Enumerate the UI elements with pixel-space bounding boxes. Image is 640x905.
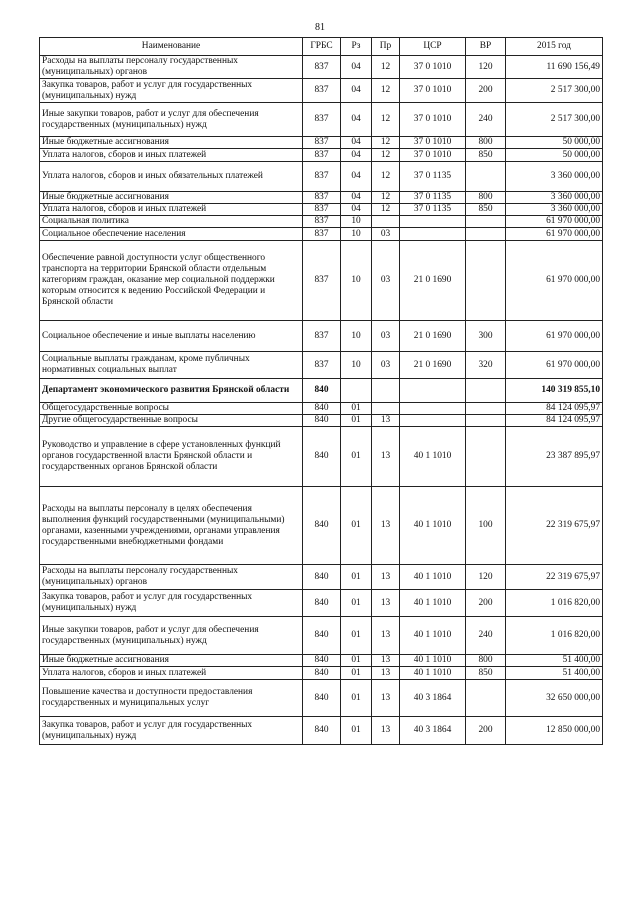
cell-name: Иные бюджетные ассигнования: [40, 137, 303, 149]
cell-name: Обеспечение равной доступности услуг общественного транспорта на территории Брянской области отдельным категориям граждан, оказание мер социальной поддержки которым относится к ведению Российской Федерации и Брянской области: [40, 241, 303, 321]
cell-name: Социальные выплаты гражданам, кроме публичных нормативных социальных выплат: [40, 352, 303, 379]
cell-grbs: 840: [303, 655, 341, 667]
cell-rz: 01: [341, 427, 372, 487]
table-row: [40, 204, 603, 216]
table-row: [40, 228, 603, 241]
cell-grbs: 837: [303, 352, 341, 379]
cell-csr: [400, 403, 466, 415]
table-row: [40, 241, 603, 321]
cell-rz: 01: [341, 415, 372, 427]
cell-vr: 320: [466, 352, 506, 379]
cell-name: Иные закупки товаров, работ и услуг для обеспечения государственных (муниципальных) нужд: [40, 103, 303, 137]
header-pr: Пр: [372, 38, 400, 56]
budget-table: [39, 37, 603, 745]
table-row: [40, 565, 603, 590]
cell-vr: [466, 680, 506, 717]
table-row: [40, 427, 603, 487]
cell-name: Уплата налогов, сборов и иных платежей: [40, 204, 303, 216]
cell-amount: 61 970 000,00: [506, 321, 603, 352]
cell-amount: 61 970 000,00: [506, 216, 603, 228]
cell-csr: 21 0 1690: [400, 321, 466, 352]
cell-vr: [466, 241, 506, 321]
cell-grbs: 837: [303, 137, 341, 149]
cell-csr: 40 1 1010: [400, 667, 466, 680]
cell-pr: [372, 379, 400, 403]
cell-name: Уплата налогов, сборов и иных платежей: [40, 667, 303, 680]
cell-csr: 37 0 1010: [400, 149, 466, 162]
table-body: [40, 56, 603, 745]
cell-vr: [466, 403, 506, 415]
cell-name: Социальное обеспечение населения: [40, 228, 303, 241]
cell-csr: 40 1 1010: [400, 427, 466, 487]
cell-rz: 10: [341, 321, 372, 352]
cell-name: Закупка товаров, работ и услуг для государственных (муниципальных) нужд: [40, 590, 303, 617]
cell-amount: 51 400,00: [506, 655, 603, 667]
table-row: [40, 655, 603, 667]
cell-rz: 10: [341, 228, 372, 241]
cell-csr: 40 1 1010: [400, 617, 466, 655]
cell-csr: 40 1 1010: [400, 590, 466, 617]
cell-grbs: 840: [303, 403, 341, 415]
cell-pr: 13: [372, 617, 400, 655]
cell-name: Общегосударственные вопросы: [40, 403, 303, 415]
cell-grbs: 840: [303, 487, 341, 565]
cell-rz: 01: [341, 487, 372, 565]
cell-csr: [400, 379, 466, 403]
cell-pr: 12: [372, 192, 400, 204]
cell-pr: 03: [372, 241, 400, 321]
cell-vr: 800: [466, 192, 506, 204]
table-row: [40, 617, 603, 655]
cell-grbs: 837: [303, 149, 341, 162]
cell-vr: 100: [466, 487, 506, 565]
cell-csr: 21 0 1690: [400, 352, 466, 379]
table-row: [40, 321, 603, 352]
cell-rz: 01: [341, 590, 372, 617]
cell-rz: [341, 379, 372, 403]
cell-rz: 04: [341, 204, 372, 216]
cell-name: Социальное обеспечение и иные выплаты населению: [40, 321, 303, 352]
cell-vr: 200: [466, 590, 506, 617]
table-row: [40, 717, 603, 745]
cell-grbs: 840: [303, 617, 341, 655]
cell-amount: 50 000,00: [506, 149, 603, 162]
cell-name: Иные закупки товаров, работ и услуг для обеспечения государственных (муниципальных) нужд: [40, 617, 303, 655]
header-grbs: ГРБС: [303, 38, 341, 56]
cell-csr: [400, 216, 466, 228]
cell-amount: 1 016 820,00: [506, 590, 603, 617]
cell-pr: [372, 403, 400, 415]
cell-grbs: 837: [303, 321, 341, 352]
cell-amount: 3 360 000,00: [506, 192, 603, 204]
table-row: [40, 216, 603, 228]
cell-vr: 200: [466, 717, 506, 745]
cell-csr: 21 0 1690: [400, 241, 466, 321]
cell-grbs: 840: [303, 427, 341, 487]
cell-pr: 12: [372, 162, 400, 192]
cell-csr: 40 1 1010: [400, 655, 466, 667]
table-header-row: [40, 38, 603, 56]
cell-amount: 22 319 675,97: [506, 487, 603, 565]
cell-name: Иные бюджетные ассигнования: [40, 192, 303, 204]
cell-pr: 12: [372, 204, 400, 216]
cell-amount: 23 387 895,97: [506, 427, 603, 487]
cell-amount: 61 970 000,00: [506, 352, 603, 379]
cell-grbs: 840: [303, 379, 341, 403]
cell-pr: 13: [372, 667, 400, 680]
cell-amount: 51 400,00: [506, 667, 603, 680]
cell-grbs: 837: [303, 192, 341, 204]
cell-pr: 13: [372, 565, 400, 590]
cell-vr: [466, 228, 506, 241]
cell-pr: 13: [372, 655, 400, 667]
cell-grbs: 837: [303, 241, 341, 321]
cell-grbs: 837: [303, 56, 341, 79]
cell-name: Расходы на выплаты персоналу государственных (муниципальных) органов: [40, 56, 303, 79]
header-rz: Рз: [341, 38, 372, 56]
cell-vr: 800: [466, 137, 506, 149]
cell-vr: [466, 427, 506, 487]
table-row: [40, 379, 603, 403]
cell-csr: 37 0 1010: [400, 79, 466, 103]
cell-vr: [466, 379, 506, 403]
cell-grbs: 840: [303, 717, 341, 745]
cell-rz: 04: [341, 103, 372, 137]
cell-csr: [400, 415, 466, 427]
cell-pr: 03: [372, 321, 400, 352]
cell-grbs: 837: [303, 216, 341, 228]
cell-amount: 61 970 000,00: [506, 228, 603, 241]
cell-pr: 13: [372, 487, 400, 565]
cell-pr: 13: [372, 415, 400, 427]
header-csr: ЦСР: [400, 38, 466, 56]
table-row: [40, 103, 603, 137]
cell-csr: 37 0 1135: [400, 162, 466, 192]
cell-vr: 120: [466, 56, 506, 79]
cell-rz: 01: [341, 565, 372, 590]
cell-rz: 01: [341, 680, 372, 717]
cell-vr: 300: [466, 321, 506, 352]
header-name: Наименование: [40, 38, 303, 56]
cell-name: Уплата налогов, сборов и иных обязательных платежей: [40, 162, 303, 192]
cell-name: Уплата налогов, сборов и иных платежей: [40, 149, 303, 162]
cell-amount: 12 850 000,00: [506, 717, 603, 745]
cell-vr: [466, 216, 506, 228]
cell-rz: 01: [341, 403, 372, 415]
header-vr: ВР: [466, 38, 506, 56]
cell-rz: 10: [341, 216, 372, 228]
cell-grbs: 840: [303, 680, 341, 717]
cell-grbs: 837: [303, 204, 341, 216]
cell-grbs: 840: [303, 667, 341, 680]
cell-vr: 850: [466, 149, 506, 162]
cell-amount: 2 517 300,00: [506, 79, 603, 103]
cell-name: Другие общегосударственные вопросы: [40, 415, 303, 427]
table-row: [40, 487, 603, 565]
cell-vr: [466, 415, 506, 427]
cell-name: Закупка товаров, работ и услуг для государственных (муниципальных) нужд: [40, 717, 303, 745]
cell-vr: 850: [466, 667, 506, 680]
table-row: [40, 56, 603, 79]
table-row: [40, 352, 603, 379]
page-number: 81: [315, 22, 325, 33]
table-row: [40, 192, 603, 204]
cell-vr: 120: [466, 565, 506, 590]
cell-rz: 10: [341, 352, 372, 379]
cell-csr: 40 1 1010: [400, 487, 466, 565]
cell-vr: [466, 162, 506, 192]
cell-rz: 01: [341, 717, 372, 745]
cell-vr: 850: [466, 204, 506, 216]
table-row: [40, 680, 603, 717]
cell-csr: 37 0 1135: [400, 204, 466, 216]
table-row: [40, 79, 603, 103]
cell-pr: 12: [372, 137, 400, 149]
cell-pr: 13: [372, 680, 400, 717]
cell-pr: 03: [372, 228, 400, 241]
cell-rz: 01: [341, 655, 372, 667]
cell-amount: 61 970 000,00: [506, 241, 603, 321]
cell-pr: 12: [372, 149, 400, 162]
table-row: [40, 162, 603, 192]
cell-vr: 240: [466, 617, 506, 655]
cell-grbs: 840: [303, 590, 341, 617]
cell-grbs: 837: [303, 103, 341, 137]
cell-name: Расходы на выплаты персоналу государственных (муниципальных) органов: [40, 565, 303, 590]
cell-amount: 32 650 000,00: [506, 680, 603, 717]
table-row: [40, 415, 603, 427]
cell-pr: [372, 216, 400, 228]
table-row: [40, 149, 603, 162]
cell-csr: 37 0 1010: [400, 56, 466, 79]
cell-name: Социальная политика: [40, 216, 303, 228]
cell-csr: 40 1 1010: [400, 565, 466, 590]
cell-rz: 10: [341, 241, 372, 321]
cell-grbs: 840: [303, 565, 341, 590]
cell-amount: 50 000,00: [506, 137, 603, 149]
cell-name: Руководство и управление в сфере установленных функций органов государственной власти Брянской области и государственных органов Брянской области: [40, 427, 303, 487]
cell-rz: 04: [341, 162, 372, 192]
cell-rz: 04: [341, 149, 372, 162]
cell-rz: 04: [341, 56, 372, 79]
cell-pr: 03: [372, 352, 400, 379]
cell-name: Повышение качества и доступности предоставления государственных и муниципальных услуг: [40, 680, 303, 717]
cell-grbs: 837: [303, 162, 341, 192]
cell-pr: 12: [372, 79, 400, 103]
cell-name: Закупка товаров, работ и услуг для государственных (муниципальных) нужд: [40, 79, 303, 103]
cell-vr: 200: [466, 79, 506, 103]
cell-csr: [400, 228, 466, 241]
cell-amount: 3 360 000,00: [506, 204, 603, 216]
cell-rz: 04: [341, 192, 372, 204]
table-row: [40, 403, 603, 415]
cell-rz: 04: [341, 137, 372, 149]
table-row: [40, 667, 603, 680]
cell-pr: 13: [372, 717, 400, 745]
cell-vr: 800: [466, 655, 506, 667]
cell-amount: 22 319 675,97: [506, 565, 603, 590]
cell-vr: 240: [466, 103, 506, 137]
cell-name: Расходы на выплаты персоналу в целях обеспечения выполнения функций государственными (муниципальными) органами, казенными учреждениями, органами управления государственными внебюджетными фондами: [40, 487, 303, 565]
cell-csr: 40 3 1864: [400, 717, 466, 745]
header-year: 2015 год: [506, 38, 603, 56]
cell-amount: 3 360 000,00: [506, 162, 603, 192]
table-row: [40, 137, 603, 149]
table-row: [40, 590, 603, 617]
cell-amount: 140 319 855,10: [506, 379, 603, 403]
cell-grbs: 840: [303, 415, 341, 427]
cell-grbs: 837: [303, 228, 341, 241]
cell-amount: 2 517 300,00: [506, 103, 603, 137]
cell-rz: 01: [341, 617, 372, 655]
cell-csr: 37 0 1010: [400, 137, 466, 149]
cell-rz: 04: [341, 79, 372, 103]
cell-name: Иные бюджетные ассигнования: [40, 655, 303, 667]
cell-pr: 12: [372, 103, 400, 137]
cell-amount: 1 016 820,00: [506, 617, 603, 655]
cell-rz: 01: [341, 667, 372, 680]
cell-csr: 37 0 1135: [400, 192, 466, 204]
cell-amount: 84 124 095,97: [506, 415, 603, 427]
cell-pr: 13: [372, 590, 400, 617]
cell-grbs: 837: [303, 79, 341, 103]
cell-csr: 37 0 1010: [400, 103, 466, 137]
cell-pr: 12: [372, 56, 400, 79]
cell-name: Департамент экономического развития Брянской области: [40, 379, 303, 403]
cell-pr: 13: [372, 427, 400, 487]
cell-amount: 11 690 156,49: [506, 56, 603, 79]
cell-amount: 84 124 095,97: [506, 403, 603, 415]
cell-csr: 40 3 1864: [400, 680, 466, 717]
